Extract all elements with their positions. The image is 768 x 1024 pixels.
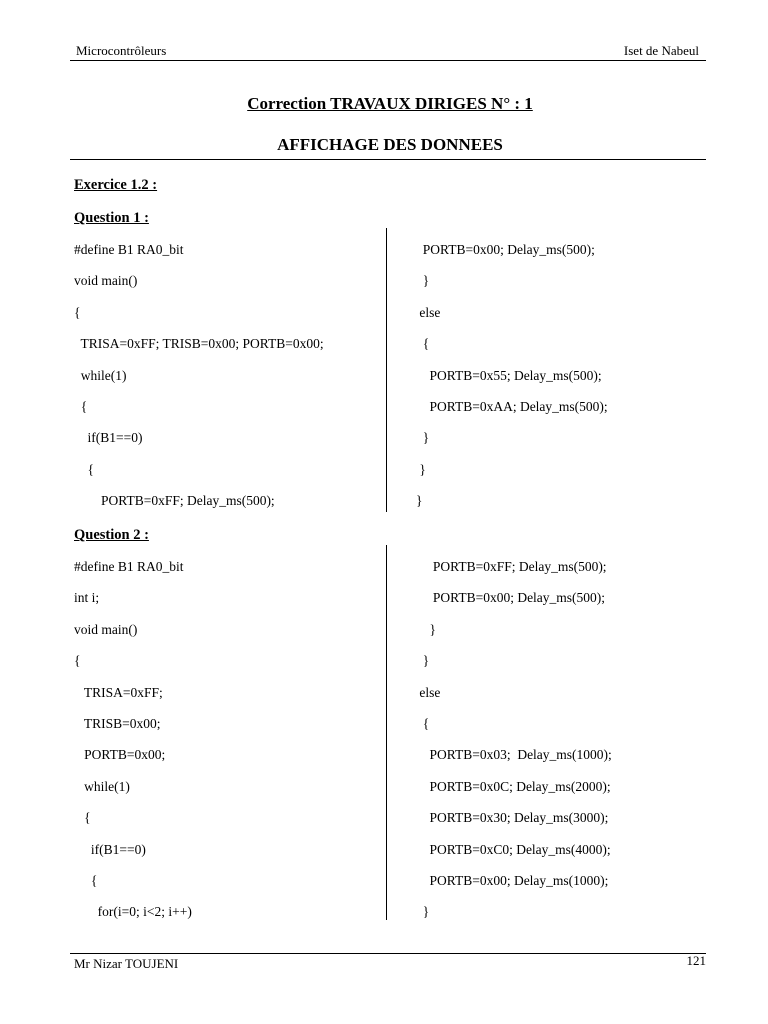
q1-column-divider xyxy=(386,228,387,512)
code-line: } xyxy=(416,430,430,446)
code-line: } xyxy=(416,621,436,637)
code-line: while(1) xyxy=(74,367,127,383)
code-line: { xyxy=(74,873,98,888)
code-line: } xyxy=(416,904,430,920)
code-line: PORTB=0x30; Delay_ms(3000); xyxy=(416,810,609,826)
code-line: else xyxy=(416,304,441,320)
code-line: PORTB=0x0C; Delay_ms(2000); xyxy=(416,778,611,794)
code-line: while(1) xyxy=(74,778,130,794)
code-line: PORTB=0x03; Delay_ms(1000); xyxy=(416,747,612,763)
code-line: TRISA=0xFF; TRISB=0x00; PORTB=0x00; xyxy=(74,336,324,352)
code-line: { xyxy=(74,810,91,826)
code-line: PORTB=0xFF; Delay_ms(500); xyxy=(416,559,607,574)
code-line: { xyxy=(416,716,430,731)
code-line: PORTB=0x00; Delay_ms(1000); xyxy=(416,873,609,888)
exercise-heading: Exercice 1.2 : xyxy=(74,177,158,193)
code-line: { xyxy=(416,336,430,352)
code-line: PORTB=0x55; Delay_ms(500); xyxy=(416,367,602,383)
code-line: PORTB=0xAA; Delay_ms(500); xyxy=(416,399,608,414)
page-subtitle: AFFICHAGE DES DONNEES xyxy=(277,135,503,154)
code-line: } xyxy=(416,461,426,477)
code-line: { xyxy=(74,653,81,669)
code-line: if(B1==0) xyxy=(74,841,146,857)
header-rule xyxy=(70,60,706,61)
code-line: } xyxy=(416,273,430,289)
footer-author: Mr Nizar TOUJENI xyxy=(74,956,179,971)
code-line: TRISB=0x00; xyxy=(74,716,161,731)
code-line: PORTB=0x00; Delay_ms(500); xyxy=(416,242,595,257)
question-2-heading: Question 2 : xyxy=(74,527,149,543)
page-number: 121 xyxy=(686,953,706,968)
code-line: void main() xyxy=(74,621,138,637)
title-rule xyxy=(70,159,706,160)
code-line: for(i=0; i<2; i++) xyxy=(74,904,192,920)
code-line: int i; xyxy=(74,590,100,606)
code-line: PORTB=0xFF; Delay_ms(500); xyxy=(74,493,275,509)
code-line: #define B1 RA0_bit xyxy=(74,559,184,574)
q2-column-divider xyxy=(386,545,387,920)
header-institution: Iset de Nabeul xyxy=(623,43,699,58)
code-line: PORTB=0xC0; Delay_ms(4000); xyxy=(416,841,611,857)
code-line: if(B1==0) xyxy=(74,430,143,446)
header-course: Microcontrôleurs xyxy=(76,43,167,58)
footer-rule xyxy=(70,953,706,954)
code-line: void main() xyxy=(74,273,138,289)
code-line: } xyxy=(416,653,430,669)
code-line: #define B1 RA0_bit xyxy=(74,242,184,257)
code-line: { xyxy=(74,399,88,414)
code-line: { xyxy=(74,304,81,320)
code-line: PORTB=0x00; xyxy=(74,747,166,763)
page-title: Correction TRAVAUX DIRIGES N° : 1 xyxy=(247,94,533,113)
code-line: PORTB=0x00; Delay_ms(500); xyxy=(416,590,606,606)
code-line: } xyxy=(416,493,423,509)
code-line: { xyxy=(74,461,94,477)
code-line: TRISA=0xFF; xyxy=(74,684,163,700)
code-line: else xyxy=(416,684,441,700)
question-1-heading: Question 1 : xyxy=(74,210,149,226)
